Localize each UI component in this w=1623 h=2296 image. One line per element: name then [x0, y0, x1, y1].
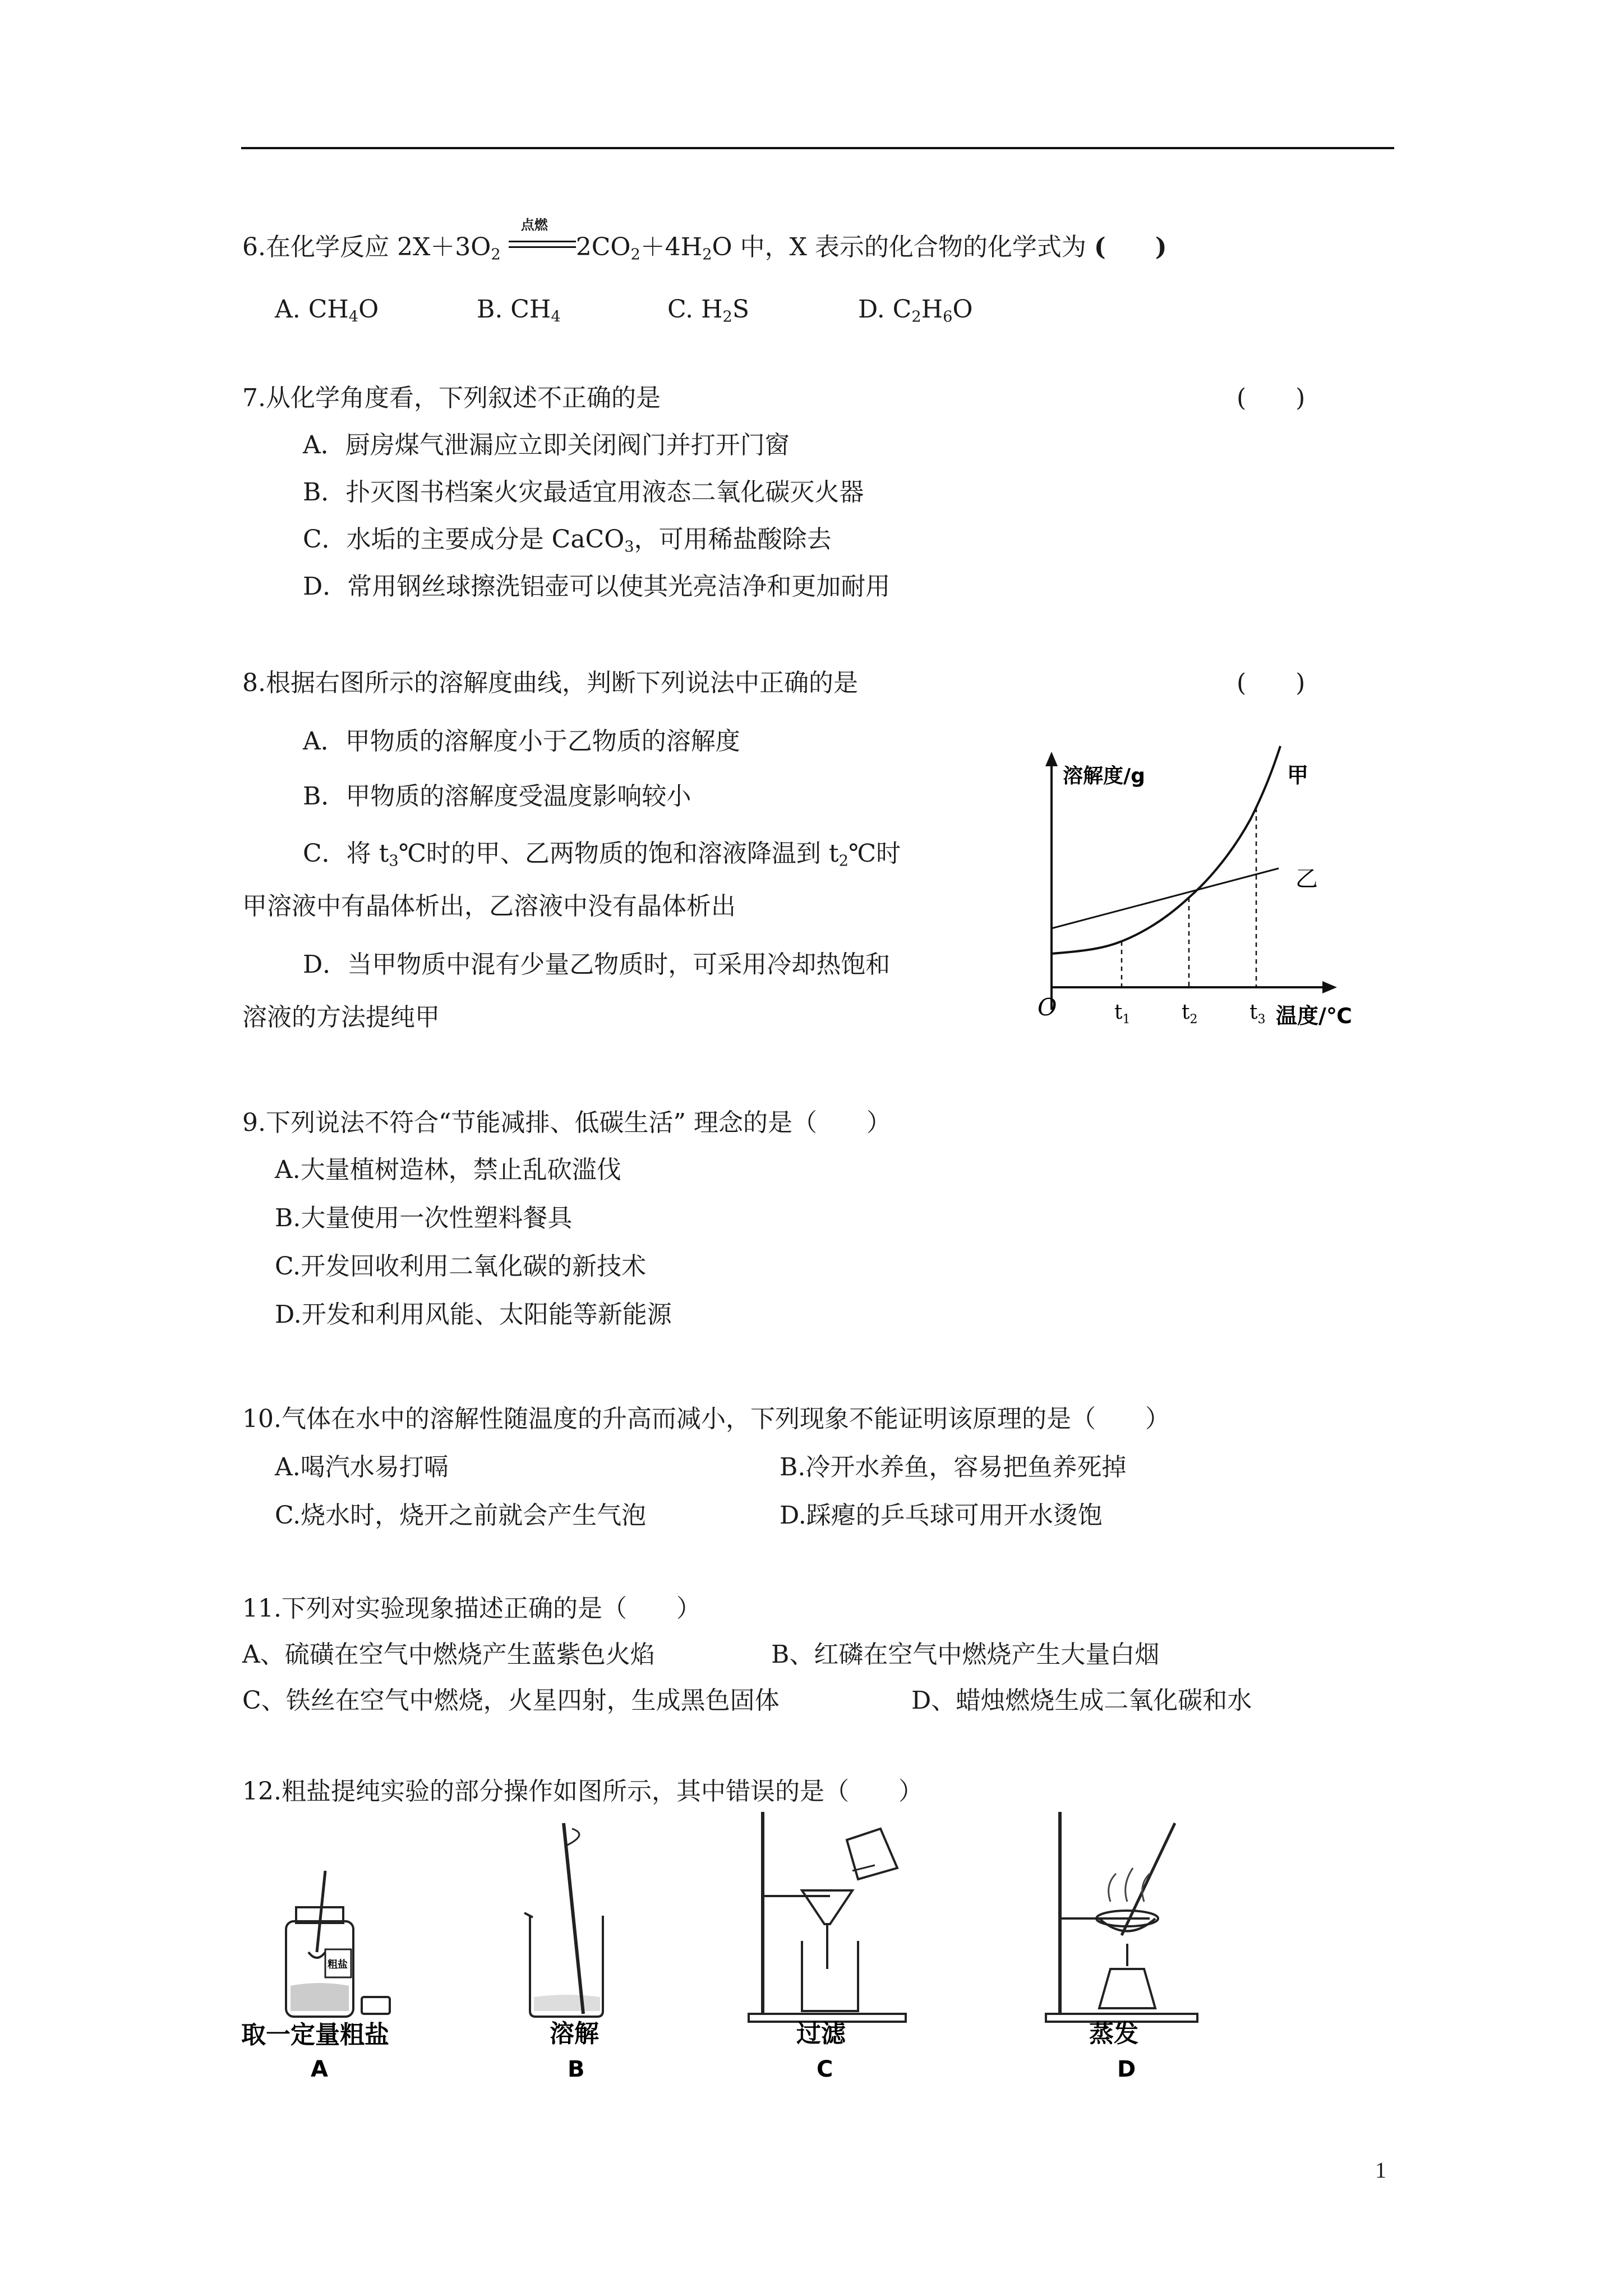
q11-option-c: C、铁丝在空气中燃烧，火星四射，生成黑色固体: [242, 1686, 780, 1715]
figure-d-caption: 蒸发: [1089, 2019, 1138, 2048]
q10-option-d: D.踩瘪的乒乓球可用开水烫饱: [780, 1501, 1103, 1530]
t2-label: $t_2$: [1182, 1001, 1198, 1027]
q8-option-d-line1: D．当甲物质中混有少量乙物质时，可采用冷却热饱和: [303, 950, 891, 979]
q6-option-b: B. $CH_4$: [477, 295, 561, 326]
q8-option-c-line1: C．将 $t_3℃$时的甲、乙两物质的饱和溶液降温到 $t_2℃$时: [303, 839, 901, 870]
q6-option-d: D. $C_2H_6O$: [858, 295, 973, 326]
solubility-graph: [1009, 735, 1391, 1038]
q11-stem: 11.下列对实验现象描述正确的是（ ）: [242, 1594, 701, 1623]
q7-stem: 7.从化学角度看，下列叙述不正确的是: [242, 384, 661, 412]
q6-stem: 6.在化学反应 $2X+3O_2$ 点燃 $2CO_2+4H_2O$ 中，X 表示的化合物的化学式为 ( ): [242, 217, 1167, 264]
figure-c-filter: [746, 1806, 925, 2092]
header-rule: [241, 147, 1394, 149]
graph-y-label: 溶解度/g: [1063, 765, 1145, 788]
page-number: 1: [1375, 2157, 1386, 2183]
y-axis-arrow: [1045, 752, 1058, 766]
q9-option-c: C.开发回收利用二氧化碳的新技术: [275, 1252, 647, 1281]
q6-option-a: A. $CH_4O$: [275, 295, 379, 326]
q9-option-b: B.大量使用一次性塑料餐具: [275, 1204, 573, 1232]
x-axis-arrow: [1322, 981, 1337, 993]
q10-option-b: B.冷开水养鱼，容易把鱼养死掉: [780, 1453, 1127, 1481]
figure-d-evaporate: [1038, 1806, 1217, 2092]
q7-option-b: B．扑灭图书档案火灾最适宜用液态二氧化碳灭火器: [303, 478, 864, 507]
q8-option-a: A．甲物质的溶解度小于乙物质的溶解度: [303, 727, 740, 756]
t3-label: $t_3$: [1249, 1001, 1266, 1027]
graph-x-label: 温度/℃: [1276, 1004, 1352, 1028]
figure-a-letter: A: [311, 2056, 328, 2082]
q7-option-c: C．水垢的主要成分是 CaCO$_3$，可用稀盐酸除去: [303, 525, 832, 556]
q9-stem: 9.下列说法不符合“节能减排、低碳生活” 理念的是（ ）: [242, 1108, 891, 1137]
origin-label: O: [1038, 993, 1057, 1021]
figure-c-caption: 过滤: [796, 2019, 846, 2048]
q11-option-a: A、硫磺在空气中燃烧产生蓝紫色火焰: [242, 1640, 655, 1669]
series-yi-label: 乙: [1295, 866, 1318, 892]
answer-bracket: ( ): [1094, 233, 1167, 261]
q10-option-a: A.喝汽水易打嗝: [275, 1453, 449, 1481]
q11-option-b: B、红磷在空气中燃烧产生大量白烟: [771, 1640, 1160, 1669]
q11-option-d: D、蜡烛燃烧生成二氧化碳和水: [911, 1686, 1252, 1715]
q9-option-a: A.大量植树造林，禁止乱砍滥伐: [275, 1156, 621, 1184]
reaction-arrow: [509, 217, 576, 257]
figure-b-caption: 溶解: [550, 2019, 599, 2048]
figure-b-dissolve: [505, 1812, 662, 2092]
q8-bracket: ( ): [1237, 669, 1306, 697]
q10-option-c: C.烧水时，烧开之前就会产生气泡: [275, 1501, 647, 1530]
q9-option-d: D.开发和利用风能、太阳能等新能源: [275, 1300, 672, 1329]
q7-option-a: A．厨房煤气泄漏应立即关闭阀门并打开门窗: [303, 431, 790, 459]
q10-stem: 10.气体在水中的溶解性随温度的升高而减小，下列现象不能证明该原理的是（ ）: [242, 1405, 1170, 1433]
figure-a-take-salt: [241, 1868, 421, 2092]
q8-option-d-line2: 溶液的方法提纯甲: [242, 1003, 440, 1032]
q7-option-d: D．常用钢丝球擦洗铝壶可以使其光亮洁净和更加耐用: [303, 572, 891, 601]
figure-b-letter: B: [568, 2056, 585, 2082]
q8-stem: 8.根据右图所示的溶解度曲线，判断下列说法中正确的是: [242, 669, 858, 697]
figure-d-letter: D: [1117, 2056, 1136, 2082]
figure-c-letter: C: [817, 2056, 833, 2082]
q6-option-c: C. $H_2S$: [667, 295, 749, 326]
t1-label: $t_1$: [1114, 1001, 1131, 1027]
q8-option-c-line2: 甲溶液中有晶体析出，乙溶液中没有晶体析出: [242, 892, 736, 921]
bottle-label: 粗盐: [328, 1959, 348, 1971]
reaction-condition: 点燃: [520, 217, 548, 233]
figure-a-caption: 取一定量粗盐: [241, 2021, 389, 2049]
series-jia-label: 甲: [1287, 763, 1309, 788]
q8-option-b: B．甲物质的溶解度受温度影响较小: [303, 782, 691, 811]
q12-stem: 12.粗盐提纯实验的部分操作如图所示，其中错误的是（ ）: [242, 1777, 923, 1806]
curve-yi: [1052, 868, 1279, 928]
q7-bracket: ( ): [1237, 384, 1306, 412]
